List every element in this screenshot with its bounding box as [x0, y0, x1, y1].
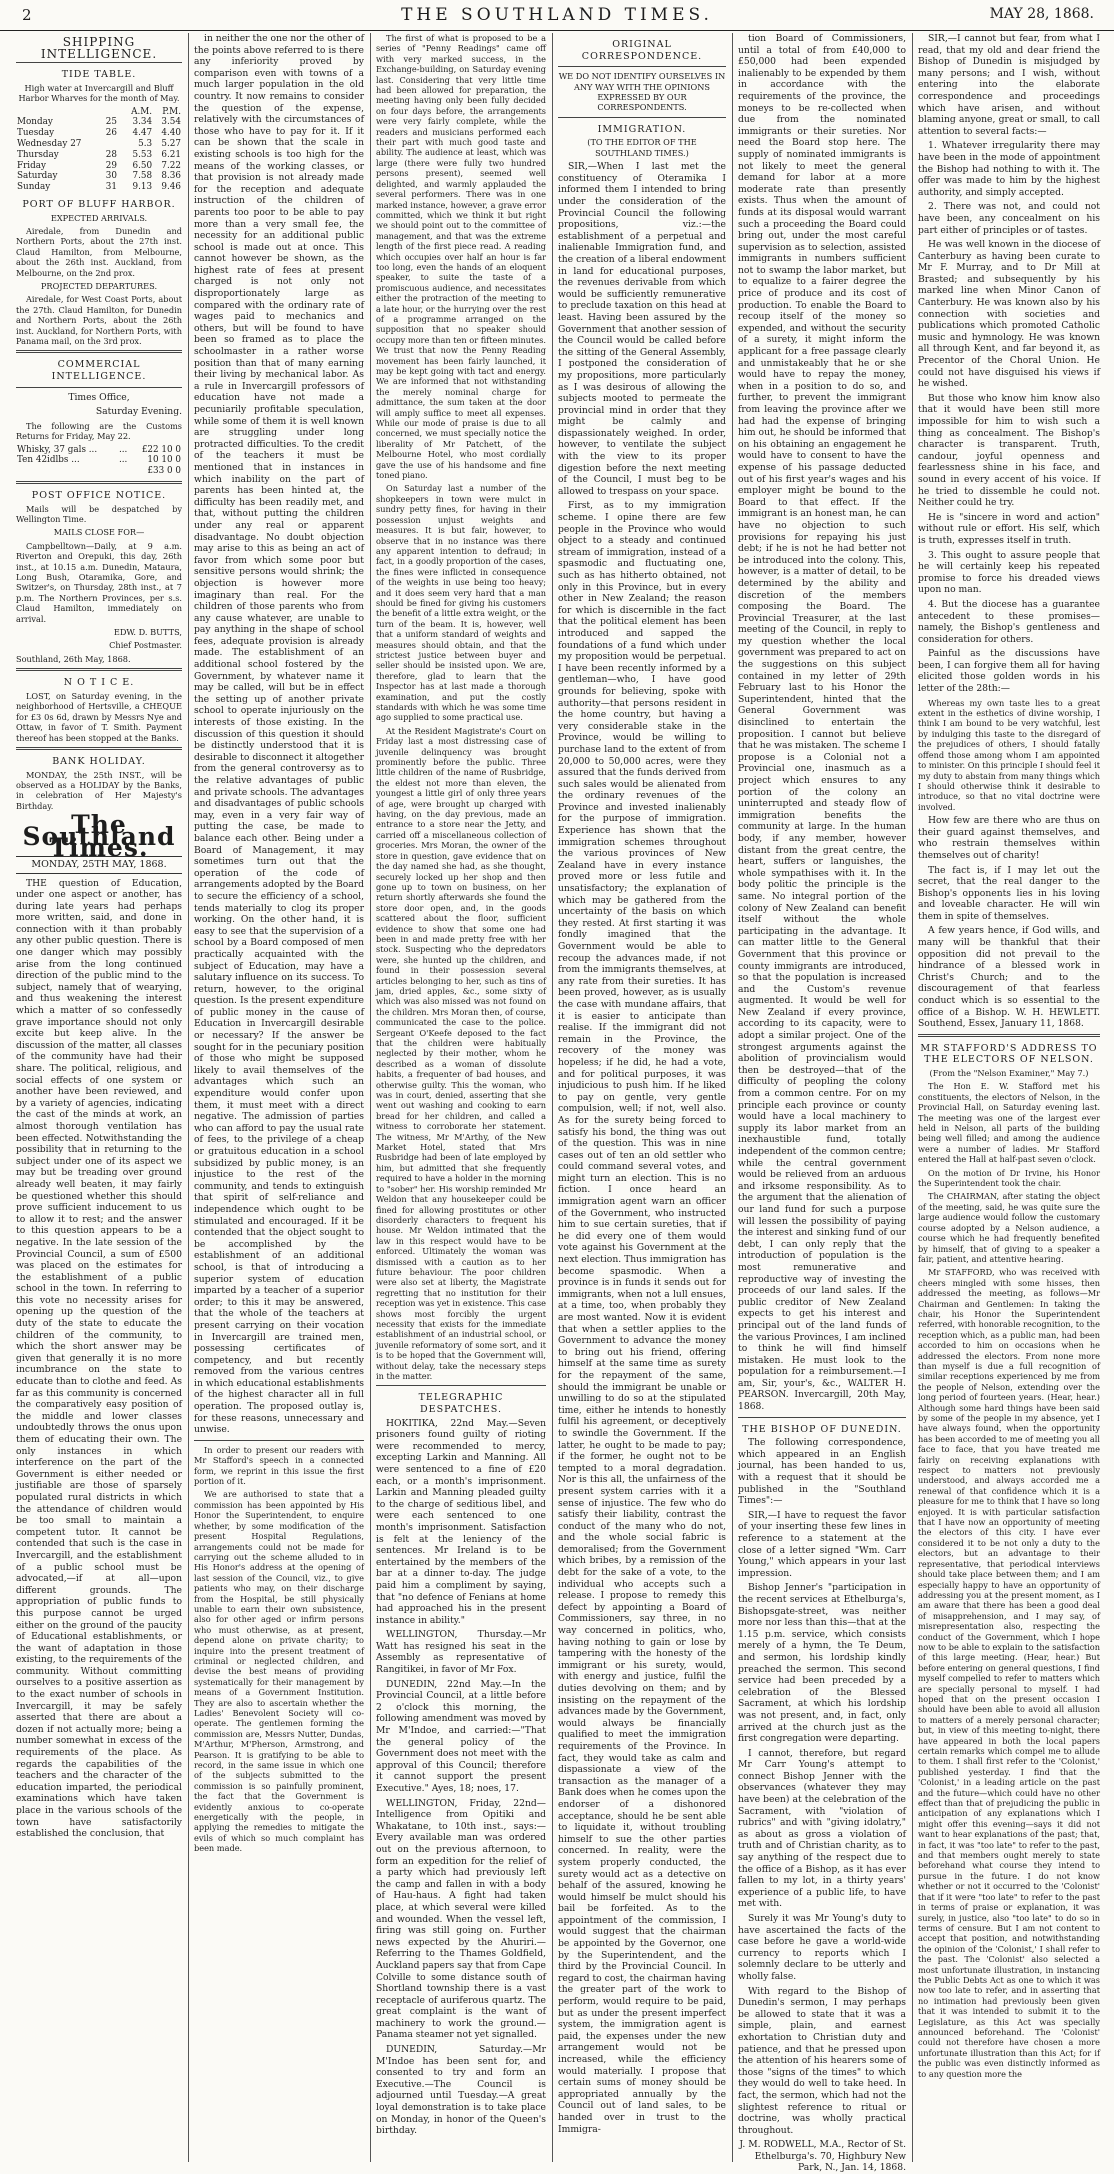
hewlett-para: But those who know him know also that it would have been still more impossible for him to wish such a thing as concealment. The Bishop's character is transparent. Truth, candour, joyful openness and fearlessness shine in his face, and sound in every accent of his voice. If he tried to dissemble he could not. Neither could he try.	[918, 392, 1100, 509]
divider	[918, 1034, 1100, 1037]
table-row: Whisky, 37 gals ... ... £22 10 0	[17, 444, 181, 455]
page-number: 2	[22, 6, 32, 24]
hewlett-para: SIR,—I cannot but fear, from what I read, that my old and dear friend the Bishop of Dunedin is misjudged by many persons; and I wish, without entering into the elaborate correspondence and proceedings which have arisen, and without blaming anyone, great or small, to call attention to several facts:—	[918, 33, 1100, 137]
telegraphic-item: HOKITIKA, 22nd May.—Seven prisoners found guilty of rioting were recommended to mercy, excepting Larkin and Manning. All were sentenced to a fine of £20 each, or a month's imprisonment. Larkin and Manning pleaded guilty to the charge of seditious libel, and were each sentenced to one month's imprisonment. Satisfaction is felt at the leniency of the sentences. Mr Ireland is to be entertained by the members of the bar at a dinner to-day. The judge paid him a compliment by saying, that "no defence of Fenians at home had approached his in the present instance in ability."	[376, 1417, 546, 1626]
port-heading: PORT OF BLUFF HARBOR.	[22, 198, 176, 210]
masthead	[0, 0, 1114, 31]
column-3	[376, 33, 546, 2162]
newspaper-title: THE SOUTHLAND TIMES.	[401, 5, 713, 25]
hospital-commission-note: We are authorised to state that a commission has been appointed by His Honor the Superintendent, to enquire whether, by some modification of the present Hospital Regulations, arrangements could not be made for carrying out the scheme alluded to in His Honor's address at the opening of last session of the Council, viz., to give patients who may, on their discharge from the Hospital, be still physically unable to earn their own subsistence, also for other aged or infirm persons who must otherwise, as at present, depend alone on private charity; to inquire into the present treatment of criminal or neglected children, and devise the best means of providing systematically for their management by means of a Government Institution. They are also to ascertain whether the Ladies' Benevolent Society will co-operate. The gentlemen forming the commission are, Messrs Nutter, Dundas, M'Arthur, M'Pherson, Armstrong, and Pearson. It is gratifying to be able to record, in the same issue in which one of the subjects submitted to the commission is so painfully prominent, the fact that the Government is evidently anxious to co-operate energetically with the people, in applying the remedies to mitigate the evils of which so much complaint has been made.	[194, 1489, 364, 1854]
penny-readings-para: The first of what is proposed to be a series of "Penny Readings" came off with very marked success, in the Exchange-building, on Saturday evening last. Considering that very little time had been allowed for preparation, the meeting having only been fully decided on four days before, the arrangements were very fairly complete, while the readers and musicians performed each their part with much good taste and ability. The audience at least, which was large (there were fully two hundred persons present), seemed well delighted, and warmly applauded the several performers. There was in one marked instance, however, a grave error committed, which we think it but right we should point out to the committee of management, and that was the extreme length of the first piece read. A reading which occupies over half an hour is far too long, even the hands of an eloquent speaker, to suite the taste of a promiscuous audience, and necessitates either the protraction of the meeting to a late hour, or the hurrying over the rest of a programme arranged on the supposition that no speaker should occupy more than ten or fifteen minutes. We trust that now the Penny Reading movement has been fairly launched, it may be kept going with tact and energy. We are informed that not withstanding the merely nominal charge for admittance, the sum taken at the door will amply suffice to meet all expenses. While our mode of praise is due to all concerned, we must specially notice the liberality of Mr Patchett, of the Melbourne Hotel, who most cordially gave the use of his handsome and fine toned piano.	[376, 33, 546, 481]
telegraphic-item: WELLINGTON, Thursday.—Mr Watt has resigned his seat in the Assembly as representative of Rangitikei, in favor of Mr Fox.	[376, 1629, 546, 1676]
divider	[16, 387, 182, 388]
post-role: Chief Postmaster.	[109, 640, 182, 651]
bishop-heading: THE BISHOP OF DUNEDIN.	[742, 1423, 902, 1435]
commercial-intro: The following are the Customs Returns for Friday, May 22.	[16, 420, 182, 442]
table-row: Wednesday 27 5.3 5.27	[17, 138, 181, 149]
post-office-heading: POST OFFICE NOTICE.	[31, 490, 167, 502]
post-sign: EDW. D. BUTTS,	[113, 627, 182, 638]
stafford-para: On the motion of Dr Irvine, his Honor the Superintendent took the chair.	[918, 1167, 1100, 1189]
divider	[194, 1440, 364, 1441]
bishop-signature: J. M. RODWELL, M.A., Rector of St. Ethelburga's. 70, Highbury New Park, N., Jan. 14, 1868.	[739, 2139, 906, 2174]
weights-measures-para: On Saturday last a number of the shopkeepers in town were mulct in sundry petty fines, for having in their possession unjust weights and measures. It is but fair, however, to observe that in no instance was there any apparent intention to defraud; in fact, in a goodly proportion of the cases, the fines were inflicted in consequence of the weights in use being too heavy; and it does seem very hard that a man should be fined for giving his customers the benefit of a little extra weight, or the turn of the beam. It is, however, well that a uniform standard of weights and measures should obtain, and that the strictest justice between buyer and seller should be insisted upon. We are, therefore, glad to learn that the Inspector has at last made a thorough examination, and put the costly standards with which he was some time ago supplied to some practical use.	[376, 483, 546, 723]
telegraphic-heading: TELEGRAPHIC DESPATCHES.	[418, 1392, 504, 1415]
to-editor: (TO THE EDITOR OF THE SOUTHLAND TIMES.)	[587, 137, 697, 158]
stafford-heading: MR STAFFORD'S ADDRESS TO THE ELECTORS OF NELSON.	[920, 1042, 1098, 1066]
tide-col-pm: P.M.	[162, 106, 181, 117]
stafford-para: The CHAIRMAN, after stating the object of the meeting, said, he was quite sure the large audience would follow the customary course adopted by a Nelson audience, a course which he had frequently benefited by himself, that of giving to a speaker a fair, patient, and attentive hearing.	[918, 1191, 1100, 1264]
shipping-heading: SHIPPING INTELLIGENCE.	[16, 37, 182, 63]
stafford-para: The Hon E. W. Stafford met his constituents, the electors of Nelson, in the Provincial Hall, on Saturday evening last. The meeting was one of the largest ever held in Nelson, all parts of the building being well filled; and among the audience were a number of ladies. Mr Stafford entered the Hall at half-past seven o'clock.	[918, 1081, 1100, 1165]
issue-date: MAY 28, 1868.	[989, 6, 1094, 22]
leader-article: THE question of Education, under one aspect or another, has during late years had perhaps more written, said, and done in connection with it than probably any other public question. There is one danger which may possibly arise from the long continued direction of the public mind to the subject, namely that of wearying, and thus weakening the interest which a matter of so confessedly grave importance should not only excite but keep alive. In the discussion of the matter, all classes of the community have had their share. The political, religious, and social effects of one system or another have been reviewed, and by a variety of agencies, indicating the cast of the minds at work, an almost thorough ventilation has been effected. Notwithstanding the possibility that in returning to the subject under one of its aspect we may but be treading over ground already well beaten, it may fairly be questioned whether this should prove sufficient inducement to us to allow it to rest; and the answer to this question appears to be a negative. In the late session of the Provincial Council, a sum of £500 was placed on the estimates for the establishment of a public school in the town. In referring to this vote no necessity arises for opening up the question of the duty of the state to educate the children of the community, to which the short answer may be given that generally it is no more incumbrance on the state to educate than to clothe and feed. As far as this community is concerned the comparatively easy position of the middle and lower classes undoubtedly throws the onus upon them of educating their own. The only instances in which interference on the part of the Government is either needed or justifiable are those of sparsely populated rural districts in which the attendance of children would be too small to maintain a competent tutor. It cannot be contended that such is the case in Invercargill, and the establishment of a public school must be advocated,—if at all—upon different grounds. The appropriation of public funds to this purpose cannot be urged either on the ground of the paucity of Educational establishments, or the want of adaptation in those existing, to the requirements of the community. Without committing ourselves to a positive assertion as to the exact number of schools in Invercargill, it may be safely asserted that there are about a dozen if not actually more; being a number somewhat in excess of the requirements of the place. As regards the capabilities of the teachers and the character of the education imparted, the periodical examinations which have taken place in the various schools of the town have satisfactorily established the conclusion, that	[16, 877, 182, 1840]
bishop-para: SIR,—I have to request the favor of your inserting these few lines in reference to a statement at the close of a letter signed "Wm. Carr Young," which appears in your last impression.	[738, 1509, 906, 1579]
divider	[376, 1385, 546, 1386]
column-rule	[732, 33, 733, 2162]
hewlett-para: The fact is, if I may let out the secret, that the real danger to the Bishop's opponents lies in his loving and loveable character. He will win them in spite of themselves.	[918, 864, 1100, 922]
hewlett-para: 4. But the diocese has a guarantee antecedent to these promises—namely, the Bishop's gentleness and consideration for others.	[918, 598, 1100, 645]
post-dated: Southland, 26th May, 1868.	[16, 653, 131, 664]
hewlett-para: He was well known in the diocese of Canterbury as having been curate to Mr F. Murray, and to Dr Mill at Brasted; and subsequently by his marked line when Minor Canon of Canterbury. He was known also by his connection with societies and publications which promoted Catholic music and hymnology. He was known all through Kent, and far beyond it, as Precentor of the Choral Union. He could not have disguised his views if he wished.	[918, 239, 1100, 390]
arrivals-heading: EXPECTED ARRIVALS.	[50, 212, 148, 223]
divider	[558, 117, 726, 118]
divider	[16, 481, 182, 484]
divider	[16, 747, 182, 750]
bank-holiday-heading: BANK HOLIDAY.	[52, 755, 146, 767]
tide-table-heading: TIDE TABLE.	[61, 69, 137, 81]
bishop-para: Surely it was Mr Young's duty to have ascertained the facts of the case before he gave a world-wide currency to reports which I solemnly declare to be utterly and wholly false.	[738, 1913, 906, 1982]
departures-heading: PROJECTED DEPARTURES.	[40, 281, 158, 291]
stafford-note: In order to present our readers with Mr Stafford's speech in a connected form, we reprint in this issue the first portion of it.	[194, 1444, 364, 1487]
column-5	[738, 33, 906, 2174]
bishop-para: Bishop Jenner's "participation in the recent services at Ethelburga's, Bishopsgate-street, was neither more nor less than this—that at the 1.15 p.m. service, which consists merely of a hymn, the Te Deum, and sermon, his lordship kindly preached the sermon. This second service had been preceded by a celebration of the Blessed Sacrament, at which his lordship was not present, and, in fact, only arrived at the church just as the first congregation were departing.	[738, 1582, 906, 1745]
hewlett-para: 2. There was not, and could not have been, any concealment on his part either of principles or of tastes.	[918, 201, 1100, 236]
table-row: Friday 29 6.50 7.22	[17, 160, 181, 171]
immigration-heading: IMMIGRATION.	[597, 123, 687, 135]
mails-close: MAILS CLOSE FOR—	[53, 527, 145, 538]
stafford-para: Mr STAFFORD, who was received with cheers mingled with some hisses, then addressed the meeting, as follows—Mr Chairman and Gentlemen: In taking the chair, his Honor the Superintendent referred, with honorable recognition, to the reception which, as a public man, had been accorded to him on occasions when he addressed the electors. From none more than myself is due a full recognition of similar receptions experienced by me from the people of Nelson, extending over the long period of fourteen years. (Hear, hear.) Although some hard things have been said by some of the people in my absence, yet I have always found, when the opportunity has been accorded to me of meeting you all face to face, that you have treated me fairly on receiving explanations with respect to matters not previously understood, and always accorded me a renewal of that confidence which it is a pleasure for me to think that I have so long enjoyed. It is with particular satisfaction that I have now an opportunity of meeting the electors of this city. I have ever considered it to be not only a duty to the electors, but an advantage to their representative, that periodical interviews should take place between them; and I am especially happy to have an opportunity of addressing you at the present moment, as I am aware that there has been a good deal of misapprehension, and I may say, of misrepresentation also, respecting the conduct of the Government, which I hope now to be able to explain to the satisfaction of this large meeting. (Hear, hear.) But before entering on general questions, I find myself compelled to refer to matters which are specially personal to myself. I had hoped that on the present occasion I should have been able to avoid all allusion to matters of a merely personal character; but, in view of this meeting to-night, there have appeared in both the local papers certain remarks which compel me to allude to them. I shall first refer to the 'Colonist,' published yesterday. I find that the 'Colonist,' in a leading article on the past and the future—which could have no other effect than that of prejudicing the public in anticipation of any explanations which I might offer this evening—says it did not want to hear explanations of the past; that, in fact, it was "too late" to refer to the past, and that members ought merely to state beforehand what course they intend to pursue in the future. I do not know whether or not it occurred to the 'Colonist' that if it were "too late" to refer to the past in terms of praise or explanation, it was surely, in justice, also "too late" to do so in terms of censure. But I am not content to accept that position, and notwithstanding the opinion of the 'Colonist,' I shall refer to the past. The 'Colonist' also selected a most unfortunate illustration, in instancing the Public Debts Act as one to which it was now too late to refer, and in asserting that no intimation had previously been given that it was intended to submit it to the Legislature, as this Act was specially announced beforehand. The 'Colonist' could not therefore have chosen a more unfortunate illustration than this Act; for if the public was even distinctly informed as to any question more the	[918, 1267, 1101, 2079]
departures-text: Airedale, for West Coast Ports, about the 27th. Claud Hamilton, for Dunedin and Northern Ports, about the 26th inst. Auckland, for Northern Ports, with Panama mail, on the 3rd prox.	[16, 294, 182, 347]
column-6	[918, 33, 1100, 2162]
commercial-office: Times Office,	[68, 391, 130, 403]
correspondence-heading: ORIGINAL CORRESPONDENCE.	[581, 39, 703, 62]
tide-table	[16, 107, 182, 193]
column-rule	[912, 33, 913, 2162]
bishop-para: The following correspondence, which appeared in an English journal, has been handed to us, with a request that it should be published in the "Southland Times":—	[738, 1437, 906, 1507]
hewlett-para: 3. This ought to assure people that he will certainly keep his repeated promise to force his dreaded views upon no man.	[918, 549, 1100, 596]
arrivals-text: Airedale, from Dunedin and Northern Ports, about the 27th inst. Claud Hamilton, from Melbourne, about the 26th inst. Auckland, from Melbourne, on the 2nd prox.	[16, 225, 182, 278]
post-body: Campbelltown—Daily, at 9 a.m. Riverton and Orepuki, this day, 26th inst., at 10.15 a.m. Dunedin, Mataura, Long Bush, Otaramika, Gore, and Switzer's, on Thursday, 28th inst., at 7 p.m. The Northern Provinces, per s.s. Claud Hamilton, immediately on arrival.	[16, 540, 182, 624]
divider	[738, 1417, 906, 1418]
bishop-para: With regard to the Bishop of Dunedin's sermon, I may perhaps be allowed to state that it was a simple, plain, and earnest exhortation to Christian duty and patience, and that he pressed upon the attention of his hearers some of those "signs of the times" to which they would do well to take heed. In fact, the sermon, which had not the slightest reference to ritual or doctrine, was wholly practical throughout.	[738, 1985, 906, 2136]
bishop-quote: Whereas my own taste lies to a great extent in the esthetics of divine worship, I think I am bound to be very watchful, lest by indulging this taste to the disregard of the prejudices of others, I should fatally offend those among whom I am appointed to minister. On this principle I should feel it my duty to abstain from many things which I should otherwise think it desirable to introduce, so that no vital doctrine were involved.	[918, 697, 1100, 812]
column-rule	[552, 33, 553, 2162]
notice-heading: N O T I C E.	[63, 677, 135, 689]
post-intro: Mails will be despatched by Wellington Time.	[16, 503, 182, 525]
column-rule	[188, 33, 189, 2162]
telegraphic-item: DUNEDIN, 22nd May.—In the Provincial Council, at a little before 2 o'clock this morning, the following amendment was moved by Mr M'Indoe, and carried:—"That the general policy of the Government does not meet with the approval of this Council; therefore it cannot support the present Executive." Ayes, 18; noes, 17.	[376, 1678, 546, 1794]
table-row: Saturday 30 7.58 8.36	[17, 171, 181, 182]
juvenile-delinquency-para: At the Resident Magistrate's Court on Friday last a most distressing case of juvenile delinquency was brought prominently before the public. Three little children of the name of Rusbridge, the eldest not more than eleven, the youngest a little girl of only three years of age, were brought up charged with having, on the day previous, made an entrance to a store near the Jetty, and carried off a miscellaneous collection of groceries. Mrs Moran, the owner of the store in question, gave evidence that on the day named she had, as she thought, securely locked up her shop and then gone up to town on business, on her return shortly afterwards she found the store door open, and, in the goods scattered about the floor, sufficient evidence to show that some one had been in and made pretty free with her stock. Suspecting who the depredators were, she hunted up the children, and found in their possession several articles belonging to her, such as tins of jam, dried apples, &c., some sixty of which was also missed was not found on the children. Mrs Moran then, of course, communicated the case to the police. Sergeant O'Keefe deposed to the fact that the children were habitually neglected by their mother, whom he described as a woman of dissolute habits, a frequenter of bad houses, and otherwise guilty. This the woman, who was in court, denied, asserting that she went out washing and cooking to earn bread for her children, and called a witness to corroborate her statement. The witness, Mr M'Arthy, of the New Market Hotel, stated that Mrs Rusbridge had been of late employed by him, but admitted that she frequently required to have a holder in the morning to "sober" her. His worship reminded Mr Weldon that any housekeeper could be fined for allowing prostitutes or other disorderly characters to frequent his house. Mr Weldon intimated that the law in this respect would have to be enforced. Ultimately the woman was dismissed with a caution as to her future behaviour. The poor children were also set at liberty, the Magistrate regretting that no institution for their reception was yet in existence. This case shows most forcibly the urgent necessity that exists for the immediate establishment of an industrial school, or juvenile reformatory of some sort, and it is to be hoped that the Government will, without delay, take the necessary steps in the matter.	[376, 725, 546, 1381]
divider	[558, 66, 726, 67]
table-row: Ten 42idlbs ... ... 10 10 0	[17, 455, 181, 466]
tide-col-am: A.M.	[131, 106, 153, 117]
table-row: Tuesday 26 4.47 4.40	[17, 128, 181, 139]
immigration-letter: First, as to my immigration scheme. I opine there are few people in the Province who would object to a steady and continued stream of immigration, instead of a spasmodic and fluctuating one, such as has hitherto obtained, not only in this Province, but in every other in New Zealand; the reason for which is discernible in the fact that the political element has been introduced and sapped the foundations of a fund which under my proposition would be perpetual. I have been recently informed by a gentleman—who, I have good grounds for believing, spoke with authority—that persons resident in the home country, but having a very considerable stake in the Province, would be willing to purchase land to the extent of from 20,000 to 50,000 acres, were they assured that the funds derived from such sales would be alienated from the ordinary revenues of the Province and invested inalienably for the purpose of immigration. Experience has shown that the immigration schemes throughout the various provinces of New Zealand have in every instance proved more or less futile and unsatisfactory; the explanation of which may be gathered from the uncertainty of the basis on which they rested. At first starting it was fondly imagined that the Government would be able to recoup the advances made, if not from the immigrants themselves, at any rate from their sureties. It has been proved, however, as is usually the case with mundane affairs, that it is easier to anticipate than realise. If the immigrant did not remain in the Province, the recovery of the money was hopeless; if he did, he had a vote, and for political purposes, it was injudicious to push him. If he liked to pay on gentle, very gentle compulsion, well; if not, well also. As for the surety being forced to satisfy his bond, the thing was out of the question. This was in nine cases out of ten an old settler who could command several votes, and might turn an election. This is no fiction. I once heard an immigration agent warn an officer of the Government, who instructed him to sue certain sureties, that if he did every one of them would vote against his Government at the next election. Thus immigration has become spasmodic. When a province is in funds it sends out for immigrants, when not a lull ensues, at a time, too, when probably they are most wanted. Now it is evident that when a settler applies to the Government to advance the money to bring out his friend, offering himself at the same time as surety for the repayment of the same, should the immigrant be unable or unwilling to do so at the stipulated time, either he intends to honestly fulfil his agreement, or deceptively to swindle the Government. If the latter, he ought to be made to pay; if the former, he ought not to be tempted to a moral degradation. Nor is this all, the unfairness of the present system carries with it a sense of injustice. The few who do satisfy their liability, contrast the conduct of the many who do not, and the whole social fabric is demoralised; from the Government which bribes, by a remission of the debt for the sake of a vote, to the individual who accepts such a release. I propose to remedy this defect by appointing a Board of Commissioners, say three, in no way concerned in politics, who, having nothing to gain or lose by tampering with the honesty of the immigrant or his surety, would, with energy and justice, fulfil the duties devolving on them; and by insisting on the repayment of the advances made by the Government, would always be financially qualified to meet the immigration requirements of the Province. In fact, they would take as calm and dispassionate a view of the transaction as the manager of a Bank does when he comes upon the endorser of a dishonored acceptance, should he be sent able to liquidate it, without troubling himself to sue the other parties concerned. In reality, were the system properly conducted, the surety would act as a detective on behalf of the assured, knowing he would himself be mulct should his bail be forfeited. As to the appointment of the commission, I would suggest that the chairman be appointed by the Governor, one by the Superintendent, and the third by the Provincial Council. In regard to cost, the chairman having the greater part of the work to perform, would require to be paid, but as under the present imperfect system, the immigration agent is paid, the expenses under the new arrangement would not be increased, while the efficiency would materially. I propose that certain sums of money should be appropriated annually by the Council out of land sales, to be handed over in trust to the Immigra-	[558, 500, 726, 2135]
column-4	[558, 33, 726, 2162]
commercial-evening: Saturday Evening.	[95, 406, 182, 418]
column-rule	[370, 33, 371, 2162]
notice-body: LOST, on Saturday evening, in the neighborhood of Hertsville, a CHEQUE for £3 0s 6d, drawn by Messrs Nye and Ottaw, in favor of T. Smith. Payment thereof has been stopped at the Banks.	[16, 690, 182, 743]
table-row	[16, 466, 182, 477]
hewlett-para: How few are there who are thus on their guard against themselves, and who restrain themselves within themselves out of charity!	[918, 815, 1100, 861]
telegraphic-item: WELLINGTON, Friday, 22nd—Intelligence from Opitiki and Whakatane, to 10th inst., says:—Every available man was ordered out on the previous afternoon, to form an expedition for the relief of a party which had previously left the camp and fallen in with a body of Hau-haus. A fight had taken place, at which several were killed and wounded. When the vessel left, firing was still going on. Further news expected by the Ahuriri.—Referring to the Thames Goldfield, Auckland papers say that from Cape Colville to some distance south of Shortland township there is a vast receptacle of auriferous quartz. The great complaint is the want of machinery to work the ground.—Panama steamer not yet signalled.	[376, 1797, 546, 2041]
hewlett-para: Painful as the discussions have been, I can forgive them all for having elicited those golden words in his letter of the 28th:—	[918, 648, 1100, 695]
table-row: Thursday 28 5.53 6.21	[17, 149, 181, 160]
divider	[16, 668, 182, 671]
bank-holiday-body: MONDAY, the 25th INST., will be observed as a HOLIDAY by the Banks, in celebration of Her Majesty's Birthday.	[16, 769, 182, 811]
table-row: Monday 25 3.34 3.54	[17, 117, 181, 128]
newspaper-banner: The Southland Times.	[22, 810, 176, 863]
tide-col-day	[16, 107, 105, 118]
tide-table-header	[16, 107, 182, 118]
hewlett-para: 1. Whatever irregularity there may have been in the mode of appointment the Bishop had nothing to with it. The offer was made to him by the highest authority, and simply accepted.	[918, 140, 1100, 198]
immigration-letter: SIR,—When I last met the constituency of Oteramika I informed them I intended to bring under the consideration of the Provincial Council the following propositions, viz.:—the establishment of a perpetual and inalienable Immigration fund, and the creation of a liberal endowment in land for educational purposes, the revenues derivable from which would be sufficiently remunerative to preclude taxation on this head at least. Having been assured by the Government that another session of the Council would be called before the sitting of the General Assembly, I postponed the consideration of my propositions, more particularly as I was desirous of allowing the subjects mooted to permeate the provincial mind in order that they might be calmly and dispassionately weighed. In order, however, to ventilate the subject with the view to its proper digestion before the next meeting of the Council, I must beg to be allowed to trespass on your space.	[558, 161, 726, 497]
leader-continued: in neither the one nor the other of the points above referred to is there any inferiority proved by comparison even with towns of a much larger population in the old country. It now remains to consider the question of the expense, relatively with the circumstances of those who have to pay for it. If it can be shown that the scale in existing schools is too high for the means of the working classes, or that provision is not already made for the reception and adequate instruction of the children of parents too poor to be able to pay more than a very small fee, the necessity for an additional public school is made out at once. This cannot however be shown, as the highest rate of fees at present charged is not only not disproportionately large as compared with the ordinary rate of wages paid to mechanics and others, but will be found to have been so framed as to place the schoolmaster in a rather worse position than that of many earning their living by mechanical labor. As a rule in Invercargill professors of education have not made a pecuniarily profitable speculation, while some of them it is well known are struggling under long protracted difficulties. To the credit of the teachers it must be mentioned that in instances in which inability on the part of parents has been hinted at, the difficulty has been readily met, and that, without putting the children under any real or apparent disadvantage. No doubt objection may arise to this as being an act of favor from which some poor but sensitive persons would shrink; the objection is however more imaginary than real. For the children of those parents who from any cause whatever, are unable to pay anything in the shape of school fees, adequate provision is already made. The establishment of an additional school fostered by the Government, by whatever name it may be called, will but be in effect the setting up of another private school to operate injuriously on the interests of those existing. In the discussion of this question it should be distinctly understood that it is desirable to disconnect it altogether from the general controversy as to the relative advantages of public and private schools. The advantages and disadvantages of public schools may, even in a very fair way of putting the case, be made to balance each other. Being under a Board of Management, it may sometimes turn out that the operation of the code of arrangements adopted by the Board to secure the efficiency of a school, tends materially to clog its proper working. On the other hand, it is easy to see that the supervision of a school by a Board composed of men practically acquainted with the subject of Education, may have a salutary influence on its success. To return, however, to the original question. Is the present expenditure of public money in the cause of Education in Invercargill desirable or necessary? If the answer be sought for in the pecuniary position of those who might be supposed likely to avail themselves of the advantages which such an expenditure would confer upon them, it must meet with a direct negative. The admission of parties who can afford to pay the usual rate of fees, to the privilege of a cheap or gratuitous education in a school subsidized by public money, is an injustice to the rest of the community, and tends to extinguish that spirit of self-reliance and independence which ought to be stimulated and encouraged. If it be contended that the object sought to be accomplished by the establishment of an additional school, is that of introducing a superior system of education imparted by a teacher of a superior order; to this it may be answered, that the whole of the teachers at present carrying on their vocation in Invercargill are trained men, possessing certificates of competency, and but recently removed from the various centres in which educational establishments of the highest character all in full operation. The proposed outlay is, for these reasons, unnecessary and unwise.	[194, 33, 365, 1436]
commercial-heading: COMMERCIAL INTELLIGENCE.	[51, 359, 147, 383]
immigration-letter-continued: tion Board of Commissioners, until a total of from £40,000 to £50,000 had been expended inalienably to be expended by them in accordance with the requirements of the province, the moneys to be re-collected when due from the nominated immigrants or their sureties. Nor need the Board stop here. The supply of nominated immigrants is not likely to meet the general demand for labor at a more moderate rate than presently exists. Thus when the amount of funds at its disposal would warrant such a proceeding the Board could bring out, under the most careful supervision as to selection, assisted immigrants in numbers sufficient not to swamp the labor market, but to equalize to a fairer degree the price of produce and its cost of production. To enable the Board to recoup itself of the money so expended, and without the security of a surety, it might inform the applicant for a free passage clearly and unmistakeably that he or she would have to repay the money, when in a position to do so, and further, to prevent the immigrant from leaving the province after we had had the expense of bringing him out, he should be informed that on his obtaining an engagement he would have to consent to have the expense of his passage deducted out of his first year's wages and his employer might be bound to the Board to that effect. If the immigrant is an honest man, he can have no objection to such provisions for repaying his just debt; if he is not he had better not be introduced into the colony. This, however, is a matter of detail, to be determined by the ability and discretion of the members composing the Board. The Provincial Treasurer, at the last meeting of the Council, in reply to my question whether the local government was prepared to act on the suggestions on this subject contained in my letter of 29th February last to his Honor the Superintendent, hinted that the General Government was disinclined to entertain the proposition. I cannot but believe that he was mistaken. The scheme I propose is a Colonial not a Provincial one, inasmuch as a project which ensures to any portion of the colony an uninterrupted and steady flow of immigration benefits the community at large. In the human body, if any member, however distant from the great centre, the heart, suffers or languishes, the whole sympathises with it. In the body politic the principle is the same. No integral portion of the colony of New Zealand can benefit itself without the whole participating in the advantage. It can matter little to the General Government that this province or county immigrants are introduced, so that the population is increased and the Custom's revenue augmented. It would be well for New Zealand if every province, according to its capacity, were to adopt a similar project. One of the strongest arguments against the abolition of provincialism would then be destroyed—that of the difficulty of peopling the colony from a common centre. For on my principle each province or county would have a local machinery to supply its labor market from an inexhaustible fund, totally independent of the common centre; while the central government would be relieved from an arduous and irksome responsibility. As to the argument that the alienation of our land fund for such a purpose will lessen the possibility of paying the interest and sinking fund of our debt, I can only reply that the introduction of population is the most remunerative and reproductive way of investing the proceeds of our land sales. If the public creditor of New Zealand expects to get his interest and principal out of the land funds of the various Provinces, I am inclined to think he will find himself mistaken. He must look to the population for a reimbursement.—I am, Sir, your's, &c., WALTER H. PEARSON. Invercargill, 20th May, 1868.	[738, 33, 906, 1413]
customs-total: £33 0 0	[147, 466, 181, 477]
customs-table	[16, 445, 182, 477]
divider	[16, 350, 182, 353]
hewlett-para: A few years hence, if God wills, and many will be thankful that their opposition did not prevail to the hindrance of a blessed work in Christ's Church; and to the discouragement of that fearless conduct which is so essential to the office of a Bishop. W. H. HEWLETT. Southend, Essex, January 11, 1868.	[918, 925, 1100, 1030]
telegraphic-item: DUNEDIN, Saturday.—Mr M'Indoe has been sent for, and consented to try and form an Executive.—The Council is adjourned until Tuesday.—A great loyal demonstration is to take place on Monday, in honor of the Queen's birthday.	[376, 2044, 546, 2137]
leader-dateline: MONDAY, 25TH MAY, 1868.	[16, 856, 182, 874]
correspondence-disclaimer: WE DO NOT IDENTIFY OURSELVES IN ANY WAY WITH THE OPINIONS EXPRESSED BY OUR CORRESPONDENTS.	[558, 71, 726, 113]
bishop-para: I cannot, therefore, but regard Mr Carr Young's attempt to connect Bishop Jenner with the observances (whatever they may have been) at the celebration of the Sacrament, with "violation of rubrics" and with "giving idolatry," as about as gross a violation of truth and of Christian charity, as to say anything of the respect due to the office of a Bishop, as it has ever fallen to my lot, in a thirty years' experience of a public life, to have met with.	[738, 1747, 906, 1910]
table-row: Sunday 31 9.13 9.46	[17, 182, 181, 193]
tide-intro: High water at Invercargill and Bluff Harbor Wharves for the month of May.	[18, 82, 180, 104]
column-1	[16, 33, 182, 2162]
stafford-source: (From the "Nelson Examiner," May 7.)	[929, 1068, 1089, 1078]
column-2	[194, 33, 364, 2162]
hewlett-para: He is "sincere in word and action" without rule or effort. His self, which is truth, expresses itself in truth.	[918, 511, 1100, 546]
